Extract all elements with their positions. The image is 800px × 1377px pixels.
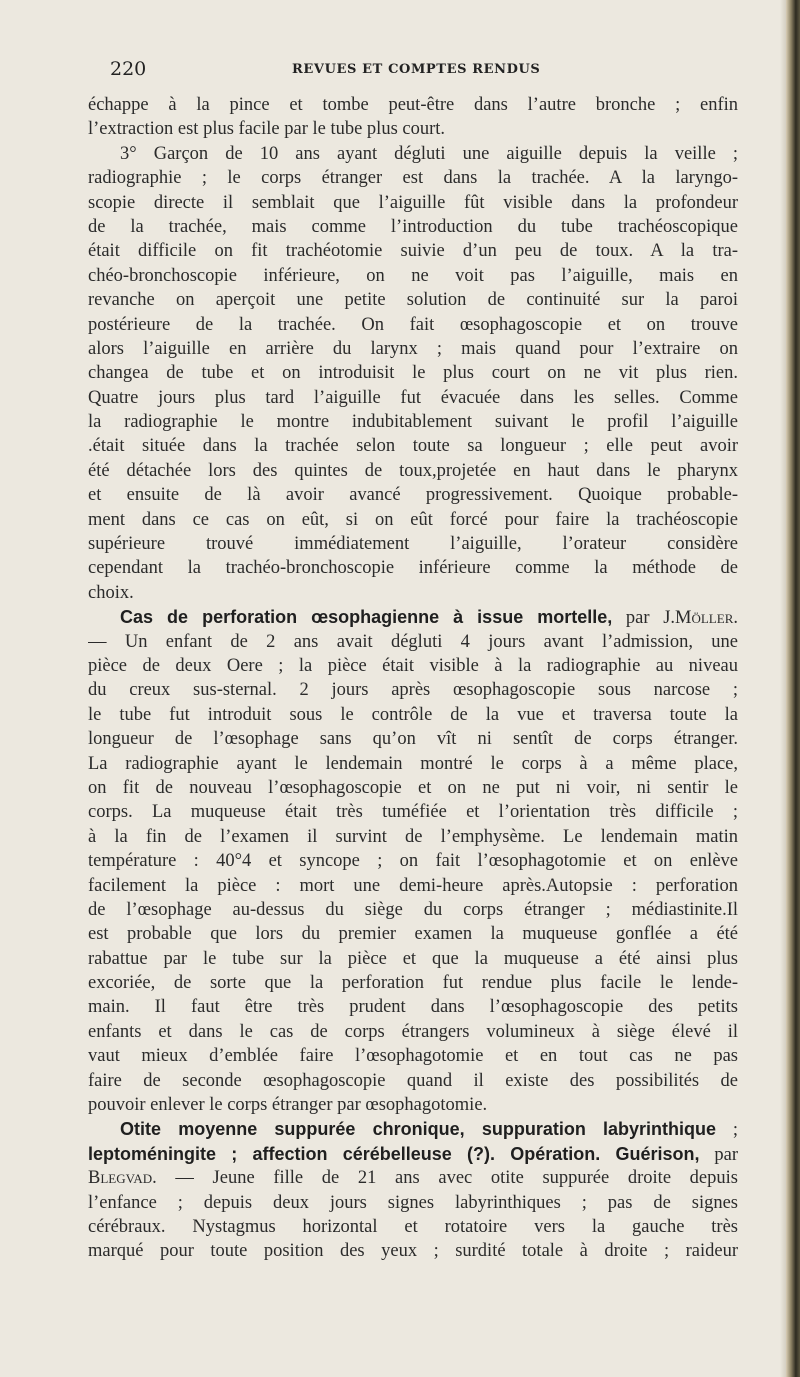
page-number: 220	[110, 58, 147, 80]
text-line: chéo-bronchoscopie inférieure, on ne voit pas l’aiguille, mais en	[88, 265, 738, 286]
text-line: postérieure de la trachée. On fait œsophagoscopie et on trouve	[88, 314, 738, 335]
text-line: longueur de l’œsophage sans qu’on vît ni sentît de corps étranger.	[88, 729, 738, 750]
text-line: main. Il faut être très prudent dans l’œsophagoscopie des petits	[88, 997, 738, 1018]
text-line: le tube fut introduit sous le contrôle de la vue et traversa toute la	[88, 704, 738, 725]
text-line: facilement la pièce : mort une demi-heure après.Autopsie : perforation	[88, 875, 738, 896]
text-line: du creux sus-sternal. 2 jours après œsophagoscopie sous narcose ;	[88, 680, 738, 701]
page-header	[110, 58, 740, 84]
author-name: Blegvad	[88, 1168, 153, 1189]
text-line: cérébraux. Nystagmus horizontal et rotatoire vers la gauche très	[88, 1216, 738, 1237]
text-line: 3° Garçon de 10 ans ayant dégluti une aiguille depuis la veille ;	[120, 143, 738, 164]
section-heading-perforation	[88, 605, 738, 629]
text-line: on fit de nouveau l’œsophagoscopie et on ne put ni voir, ni sentir le	[88, 777, 738, 798]
text-line: l’enfance ; depuis deux jours signes labyrinthiques ; pas de signes	[88, 1192, 738, 1213]
text-line: supérieure trouvé immédiatement l’aiguille, l’orateur considère	[88, 534, 738, 555]
text-line: température : 40°4 et syncope ; on fait l’œsophagotomie et on enlève	[88, 851, 738, 872]
text-line: rabattue par le tube sur la pièce et que la muqueuse a été ainsi plus	[88, 948, 738, 969]
section-title-line1: Otite moyenne suppurée chronique, suppuration labyrinthique	[120, 1119, 717, 1140]
author-prefix: par	[699, 1144, 738, 1165]
text-line: de l’œsophage au-dessus du siège du corps étranger ; médiastinite.Il	[88, 899, 738, 920]
section-heading-otite-cont	[88, 1142, 738, 1166]
text-line: revanche on aperçoit une petite solution de continuité sur la paroi	[88, 290, 738, 311]
text-line: été détachée lors des quintes de toux,projetée en haut dans le pharynx	[88, 460, 738, 481]
text-line: changea de tube et on introduisit le plus court on ne vit plus rien.	[88, 363, 738, 384]
author-line	[88, 1166, 738, 1190]
text-line: l’extraction est plus facile par le tube plus court.	[88, 119, 446, 140]
text-line: était difficile on fit trachéotomie suivie d’un peu de toux. A la tra-	[88, 241, 738, 262]
text-line: de la trachée, mais comme l’introduction du tube trachéoscopique	[88, 216, 738, 237]
text-line: à la fin de l’examen il survint de l’emphysème. Le lendemain matin	[88, 826, 738, 847]
text-line: cependant la trachéo-bronchoscopie inférieure comme la méthode de	[88, 558, 738, 579]
text-line: vaut mieux d’emblée faire l’œsophagotomie et en tout cas ne pas	[88, 1046, 738, 1067]
text-line: et ensuite de là avoir avancé progressivement. Quoique probable-	[88, 485, 738, 506]
text-line: pouvoir enlever le corps étranger par œsophagotomie.	[88, 1095, 488, 1116]
text-line: ment dans ce cas on eût, si on eût forcé pour faire la trachéoscopie	[88, 509, 738, 530]
book-binding-edge	[786, 0, 800, 1377]
text-line: radiographie ; le corps étranger est dans la trachée. A la laryngo-	[88, 168, 738, 189]
running-head: REVUES ET COMPTES RENDUS	[292, 62, 541, 77]
text-line: choix.	[88, 582, 134, 603]
text-line: la radiographie le montre indubitablement suivant le profil l’aiguille	[88, 412, 738, 433]
text-line: enfants et dans le cas de corps étrangers volumineux à siège élevé il	[88, 1021, 738, 1042]
section-title-line1-suffix: ;	[716, 1120, 738, 1141]
section-title: Cas de perforation œsophagienne à issue mortelle,	[120, 607, 613, 628]
text-line: marqué pour toute position des yeux ; surdité totale à droite ; raideur	[88, 1241, 738, 1262]
text-line: scopie directe il semblait que l’aiguille fût visible dans la profondeur	[88, 192, 738, 213]
section-heading-otite	[88, 1117, 738, 1141]
author-suffix: . — Jeune fille de 21 ans avec otite suppurée droite depuis	[152, 1168, 738, 1189]
text-line: est probable que lors du premier examen la muqueuse gonflée a été	[88, 924, 738, 945]
text-line: Quatre jours plus tard l’aiguille fut évacuée dans les selles. Comme	[88, 387, 738, 408]
author-prefix: par J.	[625, 608, 676, 629]
text-line: pièce de deux Oere ; la pièce était visible à la radiographie au niveau	[88, 655, 738, 676]
author-name: Möller	[675, 608, 734, 629]
author-suffix: .	[733, 608, 738, 629]
section-title-line2: leptoméningite ; affection cérébelleuse (?). Opération. Guérison,	[88, 1143, 700, 1164]
text-line: échappe à la pince et tombe peut-être dans l’autre bronche ; enfin	[88, 95, 738, 115]
text-line: .était située dans la trachée selon toute sa longueur ; elle peut avoir	[88, 436, 738, 457]
text-line: — Un enfant de 2 ans avait dégluti 4 jours avant l’admission, une	[88, 631, 738, 652]
text-line: corps. La muqueuse était très tuméfiée et l’orientation très difficile ;	[88, 802, 738, 823]
text-line: La radiographie ayant le lendemain montré le corps à a même place,	[88, 753, 738, 774]
text-line: alors l’aiguille en arrière du larynx ; mais quand pour l’extraire on	[88, 338, 738, 359]
body-text	[88, 93, 738, 1264]
text-line: faire de seconde œsophagoscopie quand il existe des possibilités de	[88, 1070, 738, 1091]
text-line: excoriée, de sorte que la perforation fut rendue plus facile le lende-	[88, 973, 738, 994]
